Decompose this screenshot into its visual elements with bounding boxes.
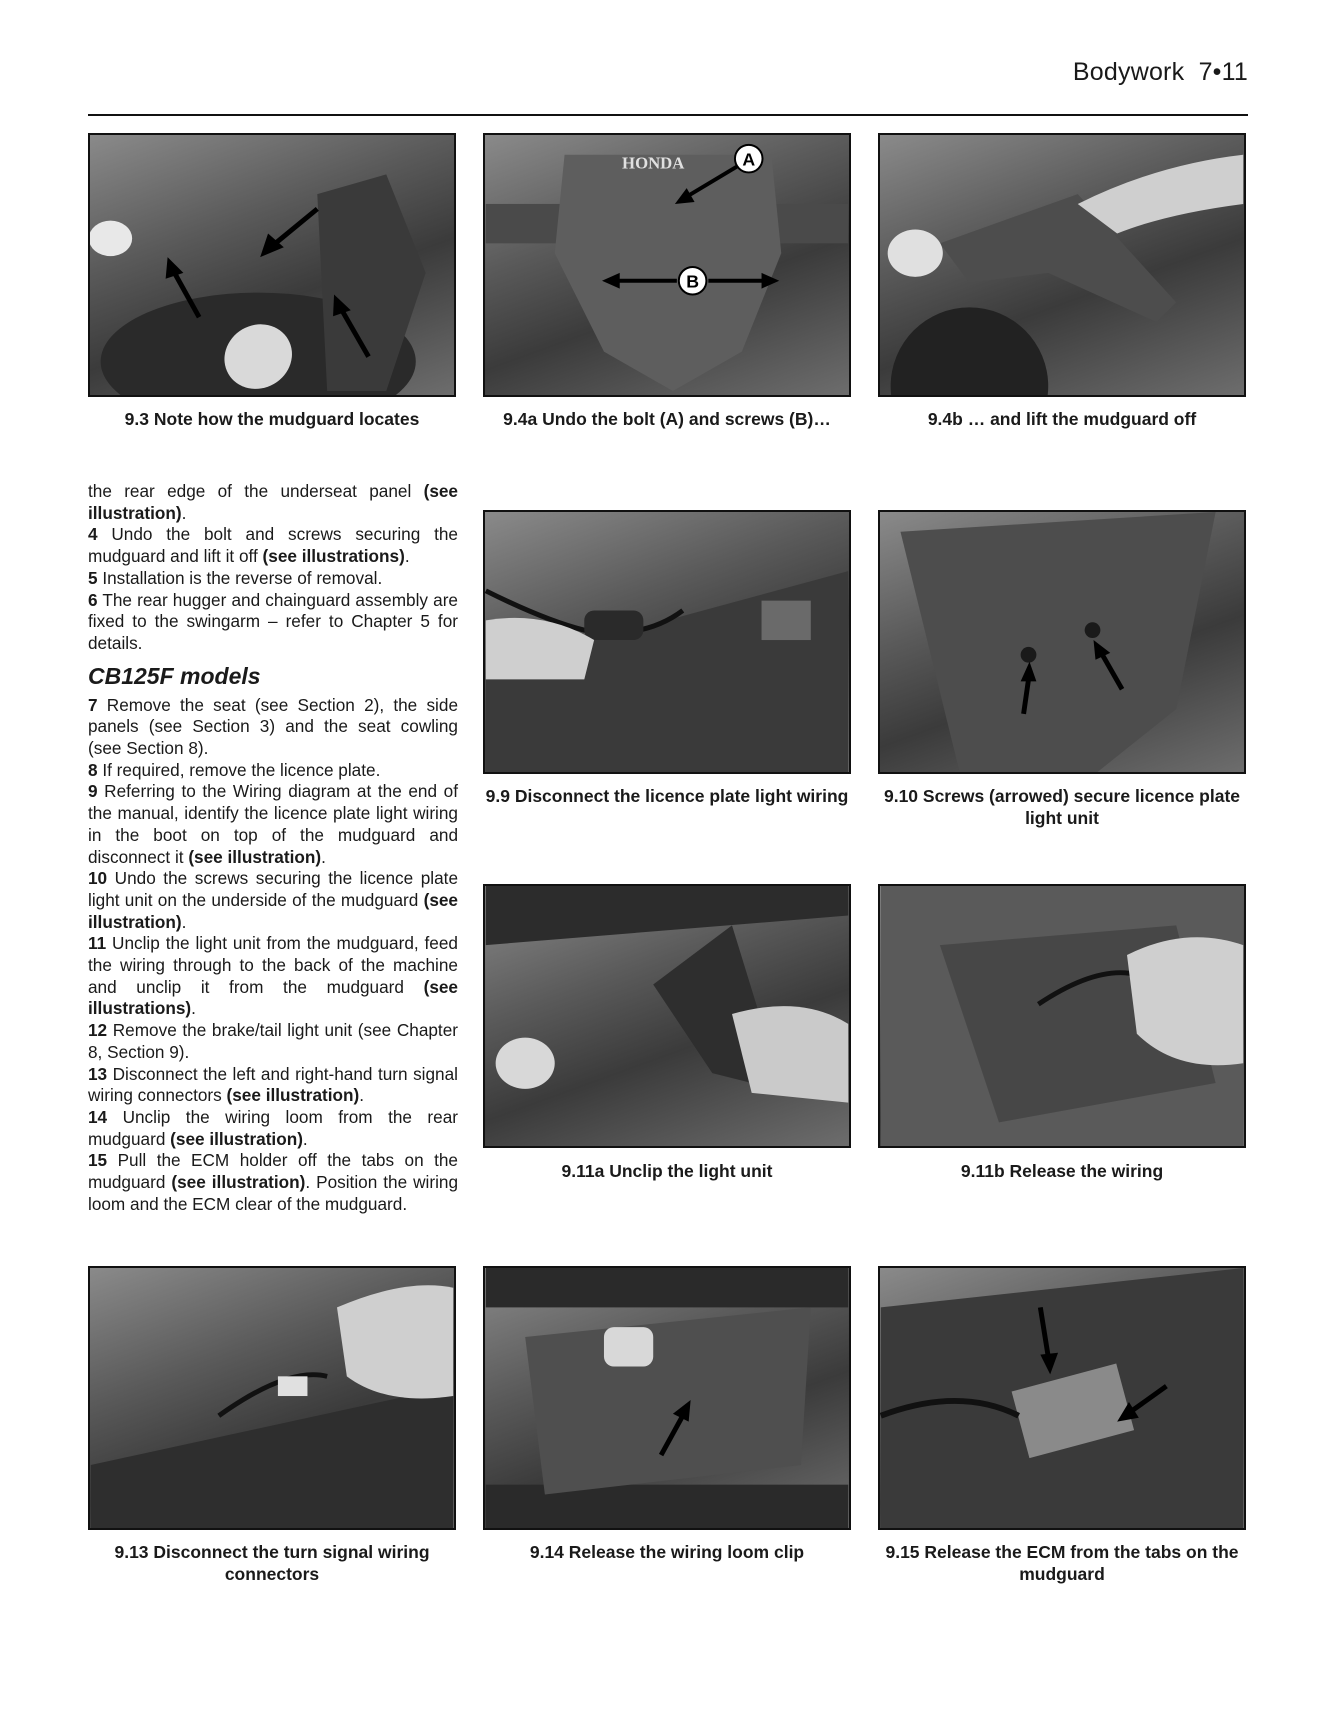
caption-9-10: 9.10 Screws (arrowed) secure licence plate light unit	[883, 786, 1240, 828]
photo-9-4a	[483, 133, 851, 397]
step-6: 6 The rear hugger and chainguard assembly are fixed to the swingarm – refer to Chapter 5 for details.	[88, 589, 458, 653]
bolt-and-screws-illustration	[485, 135, 849, 395]
section-heading: CB125F models	[88, 662, 261, 689]
unclip-light-unit-illustration	[485, 886, 849, 1146]
mudguard-locates-illustration	[90, 135, 454, 395]
caption-9-11a: 9.11a Unclip the light unit	[561, 1161, 773, 1181]
photo-9-15	[878, 1266, 1246, 1530]
section-title: Bodywork	[1072, 58, 1185, 86]
header-rule	[88, 114, 1248, 116]
caption-9-3: 9.3 Note how the mudguard locates	[124, 409, 420, 429]
photo-9-10	[878, 510, 1246, 774]
caption-9-14: 9.14 Release the wiring loom clip	[529, 1542, 805, 1562]
caption-9-13: 9.13 Disconnect the turn signal wiring connectors	[114, 1542, 430, 1584]
callout-a: A	[742, 149, 756, 170]
photo-9-3	[88, 133, 456, 397]
photo-9-9	[483, 510, 851, 774]
photo-9-13	[88, 1266, 456, 1530]
caption-9-11b: 9.11b Release the wiring	[960, 1161, 1164, 1181]
step-14: 14 Unclip the wiring loom from the rear mudguard (see illustration).	[88, 1106, 458, 1149]
honda-logo: HONDA	[622, 153, 685, 173]
step-13: 13 Disconnect the left and right-hand turn signal wiring connectors (see illustration).	[88, 1063, 458, 1106]
ecm-release-illustration	[880, 1268, 1244, 1528]
caption-9-15: 9.15 Release the ECM from the tabs on the mudguard	[885, 1542, 1239, 1584]
licence-light-screws-illustration	[880, 512, 1244, 772]
step-9: 9 Referring to the Wiring diagram at the end of the manual, identify the licence plate light wiring in the boot on top of the mudguard and disconnect it (see illustration).	[88, 781, 458, 867]
step-4: 4 Undo the bolt and screws securing the mudguard and lift it off (see illustrations).	[88, 524, 458, 567]
step-5: 5 Installation is the reverse of removal.	[88, 567, 383, 588]
step-11: 11 Unclip the light unit from the mudguard, feed the wiring through to the back of the machine and unclip it from the mudguard (see illustrations).	[88, 933, 458, 1019]
step-10: 10 Undo the screws securing the licence plate light unit on the underside of the mudguard (see illustration).	[88, 868, 458, 932]
release-wiring-illustration	[880, 886, 1244, 1146]
photo-9-11b	[878, 884, 1246, 1148]
caption-9-4b: 9.4b … and lift the mudguard off	[927, 409, 1197, 429]
body-text	[88, 481, 458, 1216]
wiring-loom-clip-illustration	[485, 1268, 849, 1528]
running-head	[1073, 58, 1248, 87]
page-number: 7•11	[1198, 58, 1248, 86]
turn-signal-connectors-illustration	[90, 1268, 454, 1528]
step-15: 15 Pull the ECM holder off the tabs on the mudguard (see illustration). Position the wiring loom and the ECM clear of the mudguard.	[88, 1150, 459, 1214]
callout-b: B	[686, 271, 700, 292]
caption-9-9: 9.9 Disconnect the licence plate light wiring	[485, 786, 849, 806]
photo-9-4b	[878, 133, 1246, 397]
caption-9-4a: 9.4a Undo the bolt (A) and screws (B)…	[503, 409, 831, 429]
licence-light-wiring-illustration	[485, 512, 849, 772]
step-12: 12 Remove the brake/tail light unit (see Chapter 8, Section 9).	[88, 1020, 458, 1062]
step-7: 7 Remove the seat (see Section 2), the side panels (see Section 3) and the seat cowling (see Section 8).	[88, 694, 458, 759]
paragraph-intro: the rear edge of the underseat panel (see illustration).	[88, 481, 458, 523]
lift-mudguard-illustration	[880, 135, 1244, 395]
photo-9-14	[483, 1266, 851, 1530]
step-8: 8 If required, remove the licence plate.	[88, 759, 381, 780]
photo-9-11a	[483, 884, 851, 1148]
